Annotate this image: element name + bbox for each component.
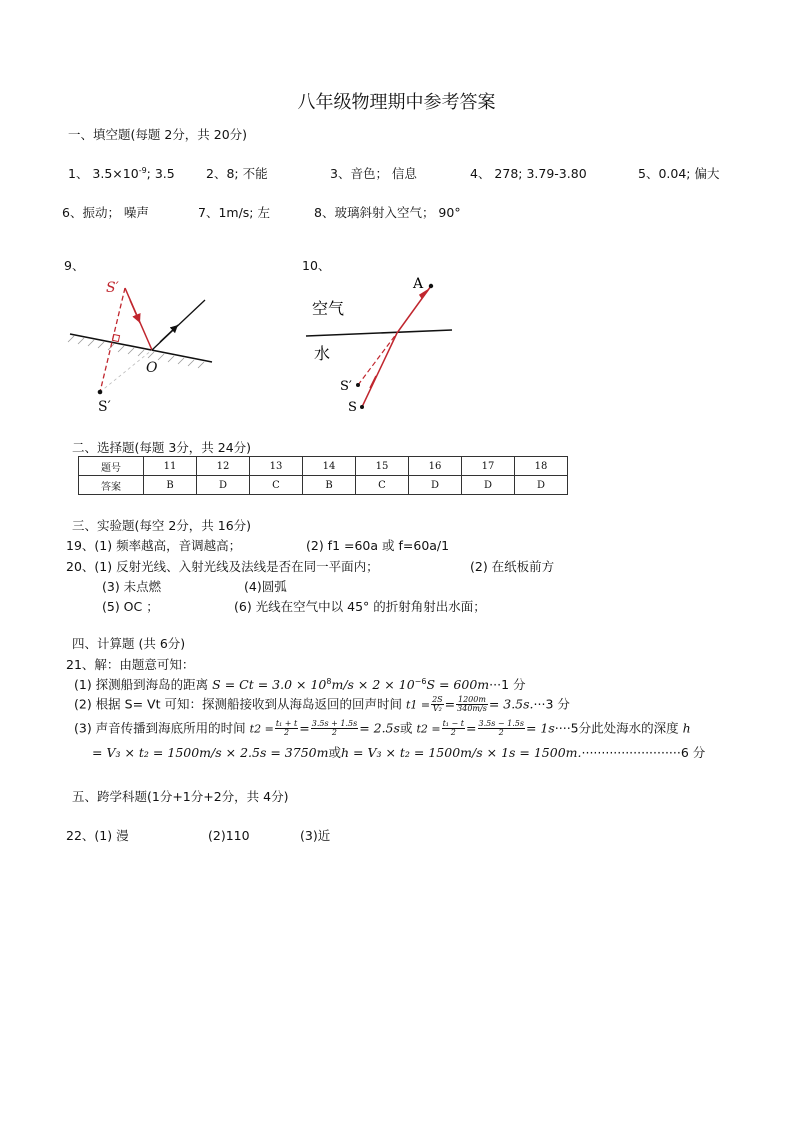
answer-q1 bbox=[68, 166, 175, 181]
figure-label-q9: 9、 bbox=[64, 258, 85, 273]
answer-q20-2: (2) 在纸板前方 bbox=[470, 559, 555, 574]
calc2-frac1: $\frac{2S}{\text{V₂}}$ bbox=[432, 695, 443, 714]
table-cell: 13 bbox=[250, 457, 303, 476]
table-cell: B bbox=[303, 476, 356, 495]
calc1-exp1: 8 bbox=[326, 677, 332, 686]
answer-q22-1: 22、(1) 漫 bbox=[66, 828, 129, 843]
answer-q20-6: (6) 光线在空气中以 45° 的折射角射出水面； bbox=[234, 599, 486, 614]
water-surface-line bbox=[306, 330, 452, 336]
table-row-answers bbox=[79, 476, 568, 495]
extension-line bbox=[100, 350, 152, 392]
label-source-s-prime: S′ bbox=[106, 280, 119, 296]
calc3-r1: = 2.5s bbox=[359, 720, 400, 736]
calc3-r2: = 1s bbox=[525, 720, 555, 736]
table-cell: C bbox=[356, 476, 409, 495]
answer-q22-3: (3)近 bbox=[300, 828, 331, 843]
calc-line-2: (2) 根据 S= Vt 可知：探测船接收到从海岛返回的回声时间 t1 = $\frac{2S}{\text{V₂}}$ = $\frac{1200m}{340m/s}$ = 3.5s.···3 分 bbox=[74, 695, 570, 714]
section2-heading: 二、选择题(每题 3分，共 24分) bbox=[72, 440, 252, 455]
q1-suffix: ; 3.5 bbox=[146, 166, 175, 182]
answer-q2: 2、8; 不能 bbox=[206, 166, 268, 181]
answer-q20-5: (5) OC ； bbox=[102, 599, 159, 614]
calc2-frac2: $\frac{1200m}{340m/s}$ bbox=[457, 695, 487, 714]
table-cell: 16 bbox=[409, 457, 462, 476]
reflected-arrow bbox=[160, 325, 178, 342]
label-o: O bbox=[146, 360, 158, 376]
calc3-frac3: $\frac{\text{t₁ − t}}{2}$ bbox=[442, 719, 465, 738]
answer-q7: 7、1m/s; 左 bbox=[198, 205, 270, 220]
answer-q22-2: (2)110 bbox=[208, 828, 250, 843]
table-cell: D bbox=[462, 476, 515, 495]
calc3-frac1: $\frac{\text{t₁ + t}}{2}$ bbox=[275, 719, 298, 738]
calc4-math-b: h = V₃ × t₂ = 1500m/s × 1s = 1500m. bbox=[340, 745, 582, 760]
table-cell: 12 bbox=[197, 457, 250, 476]
label-a: A bbox=[413, 276, 424, 292]
mirror-hatching bbox=[68, 336, 204, 368]
calc3-h: h bbox=[682, 720, 691, 736]
table-cell: B bbox=[144, 476, 197, 495]
reflected-ray bbox=[152, 300, 205, 350]
calc4-or: 或 bbox=[328, 745, 341, 760]
calc3-or: 或 bbox=[399, 720, 413, 736]
table-header-answer: 答案 bbox=[79, 476, 144, 495]
calc3-t2b: t2 = bbox=[416, 722, 441, 736]
section5-heading: 五、跨学科题(1分+1分+2分，共 4分) bbox=[72, 789, 289, 804]
calc1-math-b: m/s × 2 × 10 bbox=[331, 677, 415, 693]
image-point bbox=[98, 390, 103, 395]
answer-q20-4: (4)圆弧 bbox=[244, 579, 287, 594]
answer-q8: 8、玻璃斜射入空气； 90° bbox=[314, 205, 461, 220]
mirror-line bbox=[70, 334, 212, 362]
answer-q19-2: (2) f1 =60a 或 f=60a/1 bbox=[306, 538, 450, 553]
calc-line-1 bbox=[74, 677, 526, 692]
section1-heading: 一、填空题(每题 2分，共 20分) bbox=[68, 127, 248, 142]
calc3-frac4: $\frac{3.5s - 1.5s}{2}$ bbox=[478, 719, 524, 738]
label-s: S bbox=[348, 400, 357, 415]
calc4-math-a: = V₃ × t₂ = 1500m/s × 2.5s = 3750m bbox=[92, 745, 329, 760]
table-cell: D bbox=[515, 476, 568, 495]
calc4-score: ·························6 分 bbox=[581, 745, 706, 760]
table-header-number: 题号 bbox=[79, 457, 144, 476]
figure-label-q10: 10、 bbox=[302, 258, 331, 273]
calc2-t1: t1 = bbox=[405, 698, 431, 712]
answer-q21-intro: 21、解：由题意可知： bbox=[66, 657, 195, 672]
page-title: 八年级物理期中参考答案 bbox=[297, 92, 496, 113]
calc3-text: (3) 声音传播到海底所用的时间 bbox=[74, 720, 246, 736]
label-image-s-prime: S′ bbox=[98, 399, 111, 415]
refraction-diagram bbox=[300, 270, 460, 420]
table-cell: 14 bbox=[303, 457, 356, 476]
label-air: 空气 bbox=[312, 299, 345, 318]
answer-q4: 4、 278; 3.79-3.80 bbox=[470, 166, 587, 181]
calc2-score: ···3 分 bbox=[533, 696, 570, 712]
table-cell: D bbox=[409, 476, 462, 495]
calc-line-3: (3) 声音传播到海底所用的时间 t2 = $\frac{\text{t₁ + t}}{2}$ = $\frac{3.5s + 1.5s}{2}$ = 2.5s或 t2 = $\frac{\text{t₁ − t}}{2}$ = $\frac{3.5s - 1.5s}{2}$ = 1s····5分此处海水的深度 h bbox=[74, 719, 691, 738]
q1-exponent: -9 bbox=[138, 166, 147, 175]
answer-q20-1: 20、(1) 反射光线、入射光线及法线是否在同一平面内； bbox=[66, 559, 379, 574]
answer-q6: 6、振动； 噪声 bbox=[62, 205, 149, 220]
calc1-score: ···1 分 bbox=[489, 677, 526, 693]
answer-q20-3: (3) 未点燃 bbox=[102, 579, 162, 594]
calc1-math-c: S = 600m bbox=[426, 677, 490, 693]
table-cell: 15 bbox=[356, 457, 409, 476]
virtual-ray bbox=[358, 333, 397, 385]
answer-table bbox=[78, 456, 568, 495]
calc3-t2: t2 = bbox=[249, 722, 274, 736]
calc-line-4 bbox=[92, 745, 705, 760]
q1-prefix: 1、 3.5×10 bbox=[68, 166, 139, 182]
calc1-text: (1) 探测船到海岛的距离 bbox=[74, 677, 209, 693]
refracted-in-water bbox=[362, 333, 397, 407]
answer-q5: 5、0.04; 偏大 bbox=[638, 166, 720, 181]
answer-q3: 3、音色； 信息 bbox=[330, 166, 417, 181]
reflection-diagram bbox=[60, 270, 230, 420]
water-arrow bbox=[370, 376, 376, 388]
point-s bbox=[360, 405, 364, 409]
calc3-tail: ····5分此处海水的深度 bbox=[554, 720, 679, 736]
calc1-exp2: −6 bbox=[414, 677, 427, 686]
table-row-numbers bbox=[79, 457, 568, 476]
point-a bbox=[429, 284, 433, 288]
incident-arrow bbox=[130, 300, 140, 323]
calc3-frac2: $\frac{3.5s + 1.5s}{2}$ bbox=[311, 719, 358, 738]
label-water: 水 bbox=[314, 344, 331, 363]
table-cell: C bbox=[250, 476, 303, 495]
calc1-math-a: S = Ct = 3.0 × 10 bbox=[212, 677, 327, 693]
calc2-text: (2) 根据 S= Vt 可知：探测船接收到从海岛返回的回声时间 bbox=[74, 696, 402, 712]
table-cell: 11 bbox=[144, 457, 197, 476]
calc2-result: = 3.5s. bbox=[488, 696, 534, 712]
answer-q19-1: 19、(1) 频率越高，音调越高； bbox=[66, 538, 242, 553]
section4-heading: 四、计算题 (共 6分) bbox=[72, 636, 186, 651]
table-cell: 18 bbox=[515, 457, 568, 476]
point-s-prime bbox=[356, 383, 360, 387]
table-cell: 17 bbox=[462, 457, 515, 476]
label-s-prime-2: S′ bbox=[340, 379, 352, 394]
section3-heading: 三、实验题(每空 2分，共 16分) bbox=[72, 518, 252, 533]
table-cell: D bbox=[197, 476, 250, 495]
